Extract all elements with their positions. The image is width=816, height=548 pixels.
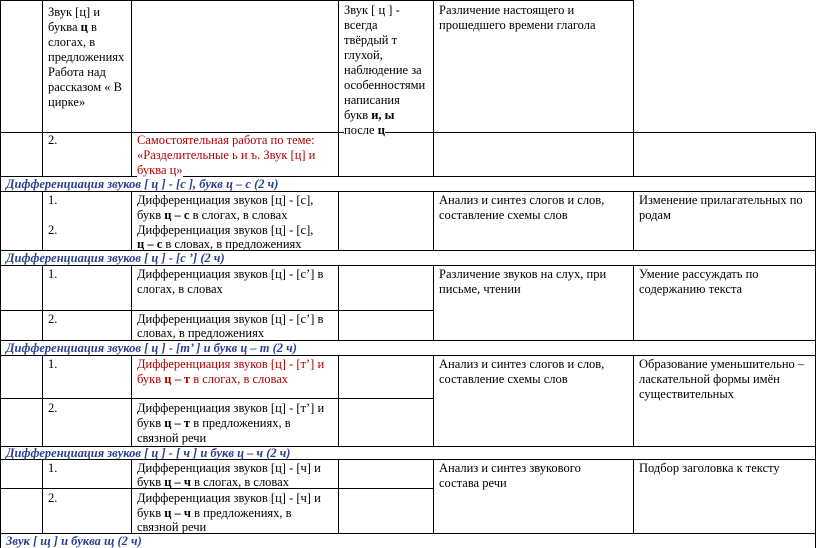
lesson-number: 2. <box>48 223 58 237</box>
theme-line: предложениях <box>48 50 125 64</box>
rule <box>433 265 434 341</box>
rule <box>42 459 43 534</box>
grammar-line: прошедшего времени глагола <box>439 18 596 32</box>
lesson-number: 1. <box>48 461 58 475</box>
section-heading: Дифференциация звуков [ ц ] - [т’ ] и букв ц – т (2 ч) <box>6 341 297 355</box>
topic-word: в слогах, в словах <box>192 208 288 222</box>
rule <box>338 265 339 341</box>
rule <box>338 355 339 447</box>
topic-line: словах, в предложениях <box>137 326 265 340</box>
skill-line: глухой, <box>344 48 383 62</box>
topic-letters: ц – т <box>164 372 191 386</box>
topic-letters: ц – т <box>164 416 191 430</box>
rule <box>131 265 132 341</box>
skill-line: письме, чтении <box>439 282 521 296</box>
skill-line: Анализ и синтез слогов и слов, <box>439 193 605 207</box>
skill-line: составление схемы слов <box>439 208 568 222</box>
topic-line <box>137 237 302 252</box>
skill-word: после <box>344 123 375 137</box>
topic-line: Дифференциация звуков [ц] - [с], <box>137 193 314 207</box>
topic-line: Дифференциация звуков [ц] - [ч] и <box>137 491 321 505</box>
topic-word: в слогах, в словах <box>193 372 289 386</box>
rule <box>0 132 816 133</box>
lesson-number: 1. <box>48 193 58 207</box>
grammar-line: существительных <box>639 387 735 401</box>
topic-line: Самостоятельная работа по теме: <box>137 133 315 147</box>
rule <box>0 398 433 399</box>
skill-line: твёрдый т <box>344 33 398 47</box>
topic-line <box>137 208 287 223</box>
topic-line: Дифференциация звуков [ц] - [с’] в <box>137 267 324 281</box>
skill-line <box>344 123 385 138</box>
skill-line: написания <box>344 93 400 107</box>
rule <box>131 0 132 177</box>
rule <box>433 459 434 534</box>
skill-line: Анализ и синтез слогов и слов, <box>439 357 605 371</box>
theme-word: буква <box>48 20 78 34</box>
lesson-number: 1. <box>48 357 58 371</box>
rule <box>633 355 634 447</box>
rule <box>42 0 43 177</box>
rule <box>0 265 816 266</box>
topic-letters: ц – ч <box>164 475 191 489</box>
rule <box>338 459 339 534</box>
rule <box>633 191 634 251</box>
theme-line: слогах, в <box>48 35 96 49</box>
section-heading: Дифференциация звуков [ ц ] - [ ч ] и букв ц – ч (2 ч) <box>6 446 291 460</box>
topic-letters: ц – с <box>137 237 163 251</box>
skill-line: Анализ и синтез звукового <box>439 461 581 475</box>
topic-line <box>137 416 291 431</box>
topic-word: в слогах, в словах <box>194 475 289 489</box>
grammar-line: ласкательной формы имён <box>639 372 780 386</box>
topic-line: Дифференциация звуков [ц] - [с’] в <box>137 312 324 326</box>
skill-line: Различение звуков на слух, при <box>439 267 607 281</box>
theme-line: Работа над <box>48 65 106 79</box>
topic-word: букв <box>137 372 162 386</box>
grammar-line: Подбор заголовка к тексту <box>639 461 780 475</box>
rule <box>0 0 1 548</box>
topic-line <box>137 475 289 490</box>
skill-line: наблюдение за <box>344 63 422 77</box>
topic-line: связной речи <box>137 431 207 445</box>
topic-line: слогах, в словах <box>137 282 223 296</box>
theme-line: Звук [ц] и <box>48 5 101 19</box>
rule <box>0 355 816 356</box>
rule <box>42 265 43 341</box>
rule <box>433 0 434 177</box>
theme-line: цирке» <box>48 95 86 109</box>
skill-line: всегда <box>344 18 378 32</box>
skill-line: Звук [ ц ] - <box>344 3 400 17</box>
section-heading: Дифференциация звуков [ ц ] - [с ], букв ц – с (2 ч) <box>6 177 279 191</box>
lesson-number: 2. <box>48 133 58 147</box>
topic-word: в словах, в предложениях <box>165 237 302 251</box>
grammar-line: родам <box>639 208 671 222</box>
rule <box>131 459 132 534</box>
lesson-number: 1. <box>48 267 58 281</box>
rule <box>633 459 634 534</box>
theme-word: в <box>90 20 97 34</box>
topic-word: букв <box>137 506 162 520</box>
skill-line: состава речи <box>439 476 507 490</box>
topic-word: букв <box>137 475 162 489</box>
rule <box>131 191 132 251</box>
skill-letters: и, ы <box>371 108 395 122</box>
rule <box>0 191 816 192</box>
topic-word: букв <box>137 208 162 222</box>
topic-line: Дифференциация звуков [ц] - [с], <box>137 223 314 237</box>
rule <box>0 310 433 311</box>
skill-line: составление схемы слов <box>439 372 568 386</box>
theme-letter: ц <box>80 20 88 34</box>
rule <box>433 355 434 447</box>
grammar-line: Образование уменьшительно – <box>639 357 805 371</box>
topic-line: буква ц» <box>137 163 183 177</box>
topic-letters: ц – с <box>164 208 190 222</box>
section-heading: Звук [ щ ] и буква щ (2 ч) <box>6 534 142 548</box>
topic-line: «Разделительные ь и ъ. Звук [ц] и <box>137 148 316 162</box>
rule <box>42 191 43 251</box>
topic-word: в предложениях, в <box>193 416 291 430</box>
rule <box>633 265 634 341</box>
rule <box>338 191 339 251</box>
topic-line: Дифференциация звуков [ц] - [ч] и <box>137 461 321 475</box>
topic-line: Дифференциация звуков [ц] - [т’] и <box>137 401 325 415</box>
skill-letter: ц <box>377 123 385 137</box>
topic-line: связной речи <box>137 520 207 534</box>
theme-line <box>48 20 97 35</box>
rule <box>131 355 132 447</box>
rule <box>633 0 634 177</box>
theme-line: рассказом « В <box>48 80 122 94</box>
rule <box>42 355 43 447</box>
lesson-number: 2. <box>48 491 58 505</box>
grammar-line: Умение рассуждать по <box>639 267 759 281</box>
lesson-number: 2. <box>48 401 58 415</box>
topic-letters: ц – ч <box>164 506 191 520</box>
rule <box>338 0 339 177</box>
topic-word: в предложениях, в <box>194 506 292 520</box>
grammar-line: Изменение прилагательных по <box>639 193 803 207</box>
skill-word: букв <box>344 108 369 122</box>
topic-line <box>137 372 288 387</box>
grammar-line: Различение настоящего и <box>439 3 575 17</box>
rule <box>433 191 434 251</box>
skill-line: особенностями <box>344 78 426 92</box>
rule <box>0 0 634 1</box>
topic-line: Дифференциация звуков [ц] - [т’] и <box>137 357 325 371</box>
topic-word: букв <box>137 416 162 430</box>
section-heading: Дифференциация звуков [ ц ] - [с ’] (2 ч) <box>6 251 225 265</box>
topic-line <box>137 506 292 521</box>
skill-line <box>344 108 394 123</box>
grammar-line: содержанию текста <box>639 282 743 296</box>
lesson-number: 2. <box>48 312 58 326</box>
